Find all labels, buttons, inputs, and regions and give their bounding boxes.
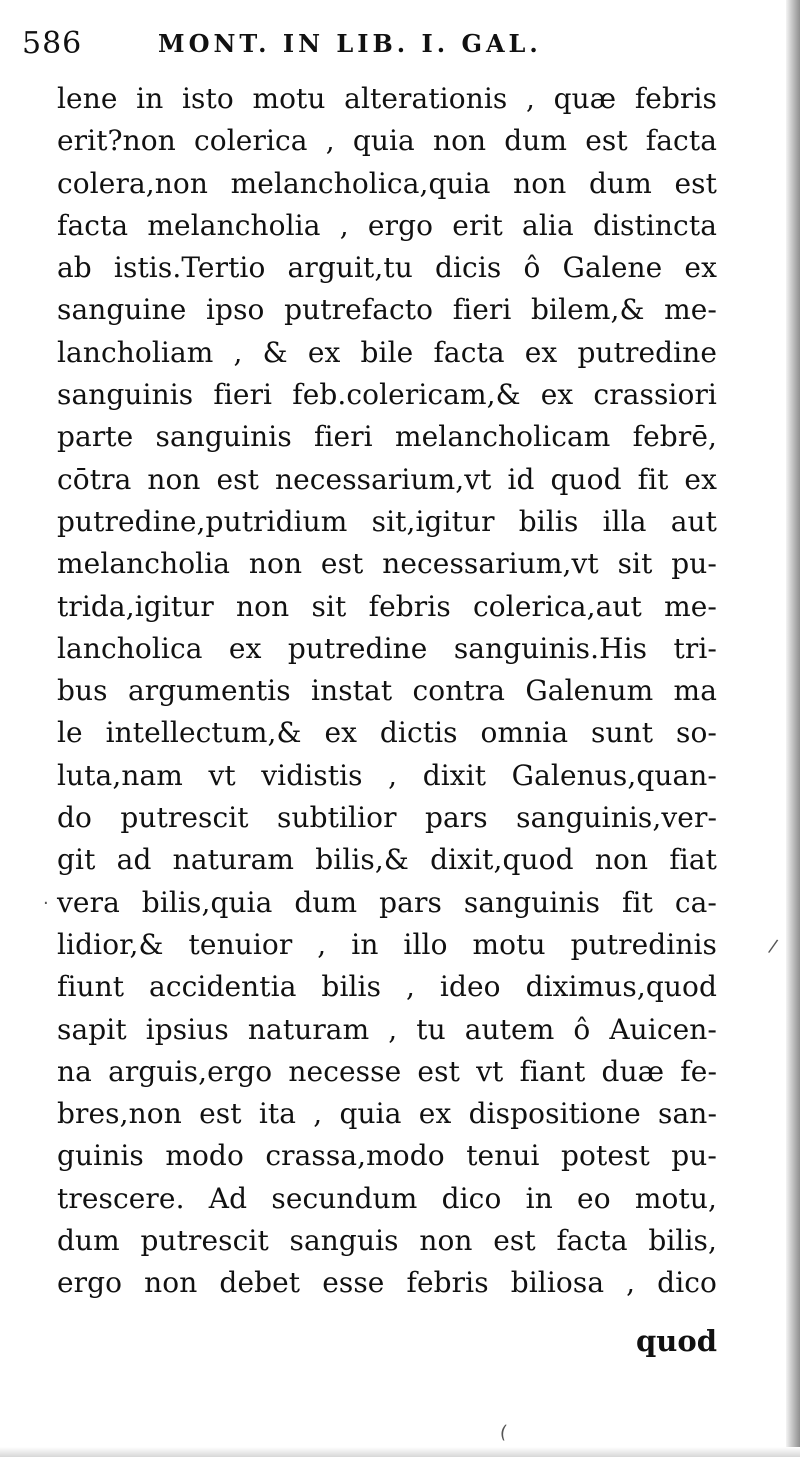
running-head: MONT. IN LIB. I. GAL. — [158, 29, 542, 58]
ink-speck-mark: · — [43, 893, 49, 914]
text-line: colera,non melancholica,quia non dum est — [57, 166, 717, 200]
text-line: lidior,& tenuior , in illo motu putredinis — [57, 927, 717, 961]
text-line: na arguis,ergo necesse est vt fiant duæ fe- — [57, 1054, 717, 1088]
text-line: bres,non est ita , quia ex dispositione san- — [57, 1097, 717, 1131]
text-line: lancholiam , & ex bile facta ex putredine — [57, 335, 717, 369]
text-line: trida,igitur non sit febris colerica,aut me- — [57, 589, 717, 623]
text-line: facta melancholia , ergo erit alia distincta — [57, 208, 717, 242]
text-line: sanguine ipso putrefacto fieri bilem,& me- — [57, 293, 717, 327]
text-line: bus argumentis instat contra Galenum ma — [57, 674, 717, 708]
text-line: parte sanguinis fieri melancholicam febrē, — [57, 420, 717, 454]
catchword: quod — [636, 1324, 717, 1358]
text-line: dum putrescit sanguis non est facta bilis, — [57, 1224, 717, 1258]
text-line: ergo non debet esse febris biliosa , dico — [57, 1266, 717, 1300]
body-text — [57, 78, 717, 1305]
text-line: lancholica ex putredine sanguinis.His tri- — [57, 631, 717, 665]
text-line: fiunt accidentia bilis , ideo diximus,quod — [57, 970, 717, 1004]
text-line: trescere. Ad secundum dico in eo motu, — [57, 1181, 717, 1215]
text-line: putredine,putridium sit,igitur bilis illa aut — [57, 504, 717, 538]
page-number: 586 — [22, 26, 83, 61]
text-line: guinis modo crassa,modo tenui potest pu- — [57, 1139, 717, 1173]
text-line: do putrescit subtilior pars sanguinis,ver- — [57, 801, 717, 835]
text-line: melancholia non est necessarium,vt sit pu- — [57, 547, 717, 581]
text-line: sapit ipsius naturam , tu autem ô Auicen- — [57, 1012, 717, 1046]
text-line: luta,nam vt vidistis , dixit Galenus,quan- — [57, 758, 717, 792]
text-line: git ad naturam bilis,& dixit,quod non fiat — [57, 843, 717, 877]
ink-stroke-mark: / — [766, 935, 780, 958]
text-line: cōtra non est necessarium,vt id quod fit ex — [57, 462, 717, 496]
page-edge-shadow — [786, 0, 800, 1457]
page-header — [22, 26, 762, 70]
text-line: le intellectum,& ex dictis omnia sunt so- — [57, 716, 717, 750]
page-bottom-shadow — [0, 1447, 800, 1457]
text-line: erit?non colerica , quia non dum est facta — [57, 124, 717, 158]
text-line: ab istis.Tertio arguit,tu dicis ô Galene ex — [57, 251, 717, 285]
text-line: lene in isto motu alterationis , quæ febris — [57, 82, 717, 115]
text-line: vera bilis,quia dum pars sanguinis fit ca- — [57, 885, 717, 919]
ink-stroke-mark: ( — [498, 1421, 509, 1444]
text-line: sanguinis fieri feb.colericam,& ex crassiori — [57, 378, 717, 412]
